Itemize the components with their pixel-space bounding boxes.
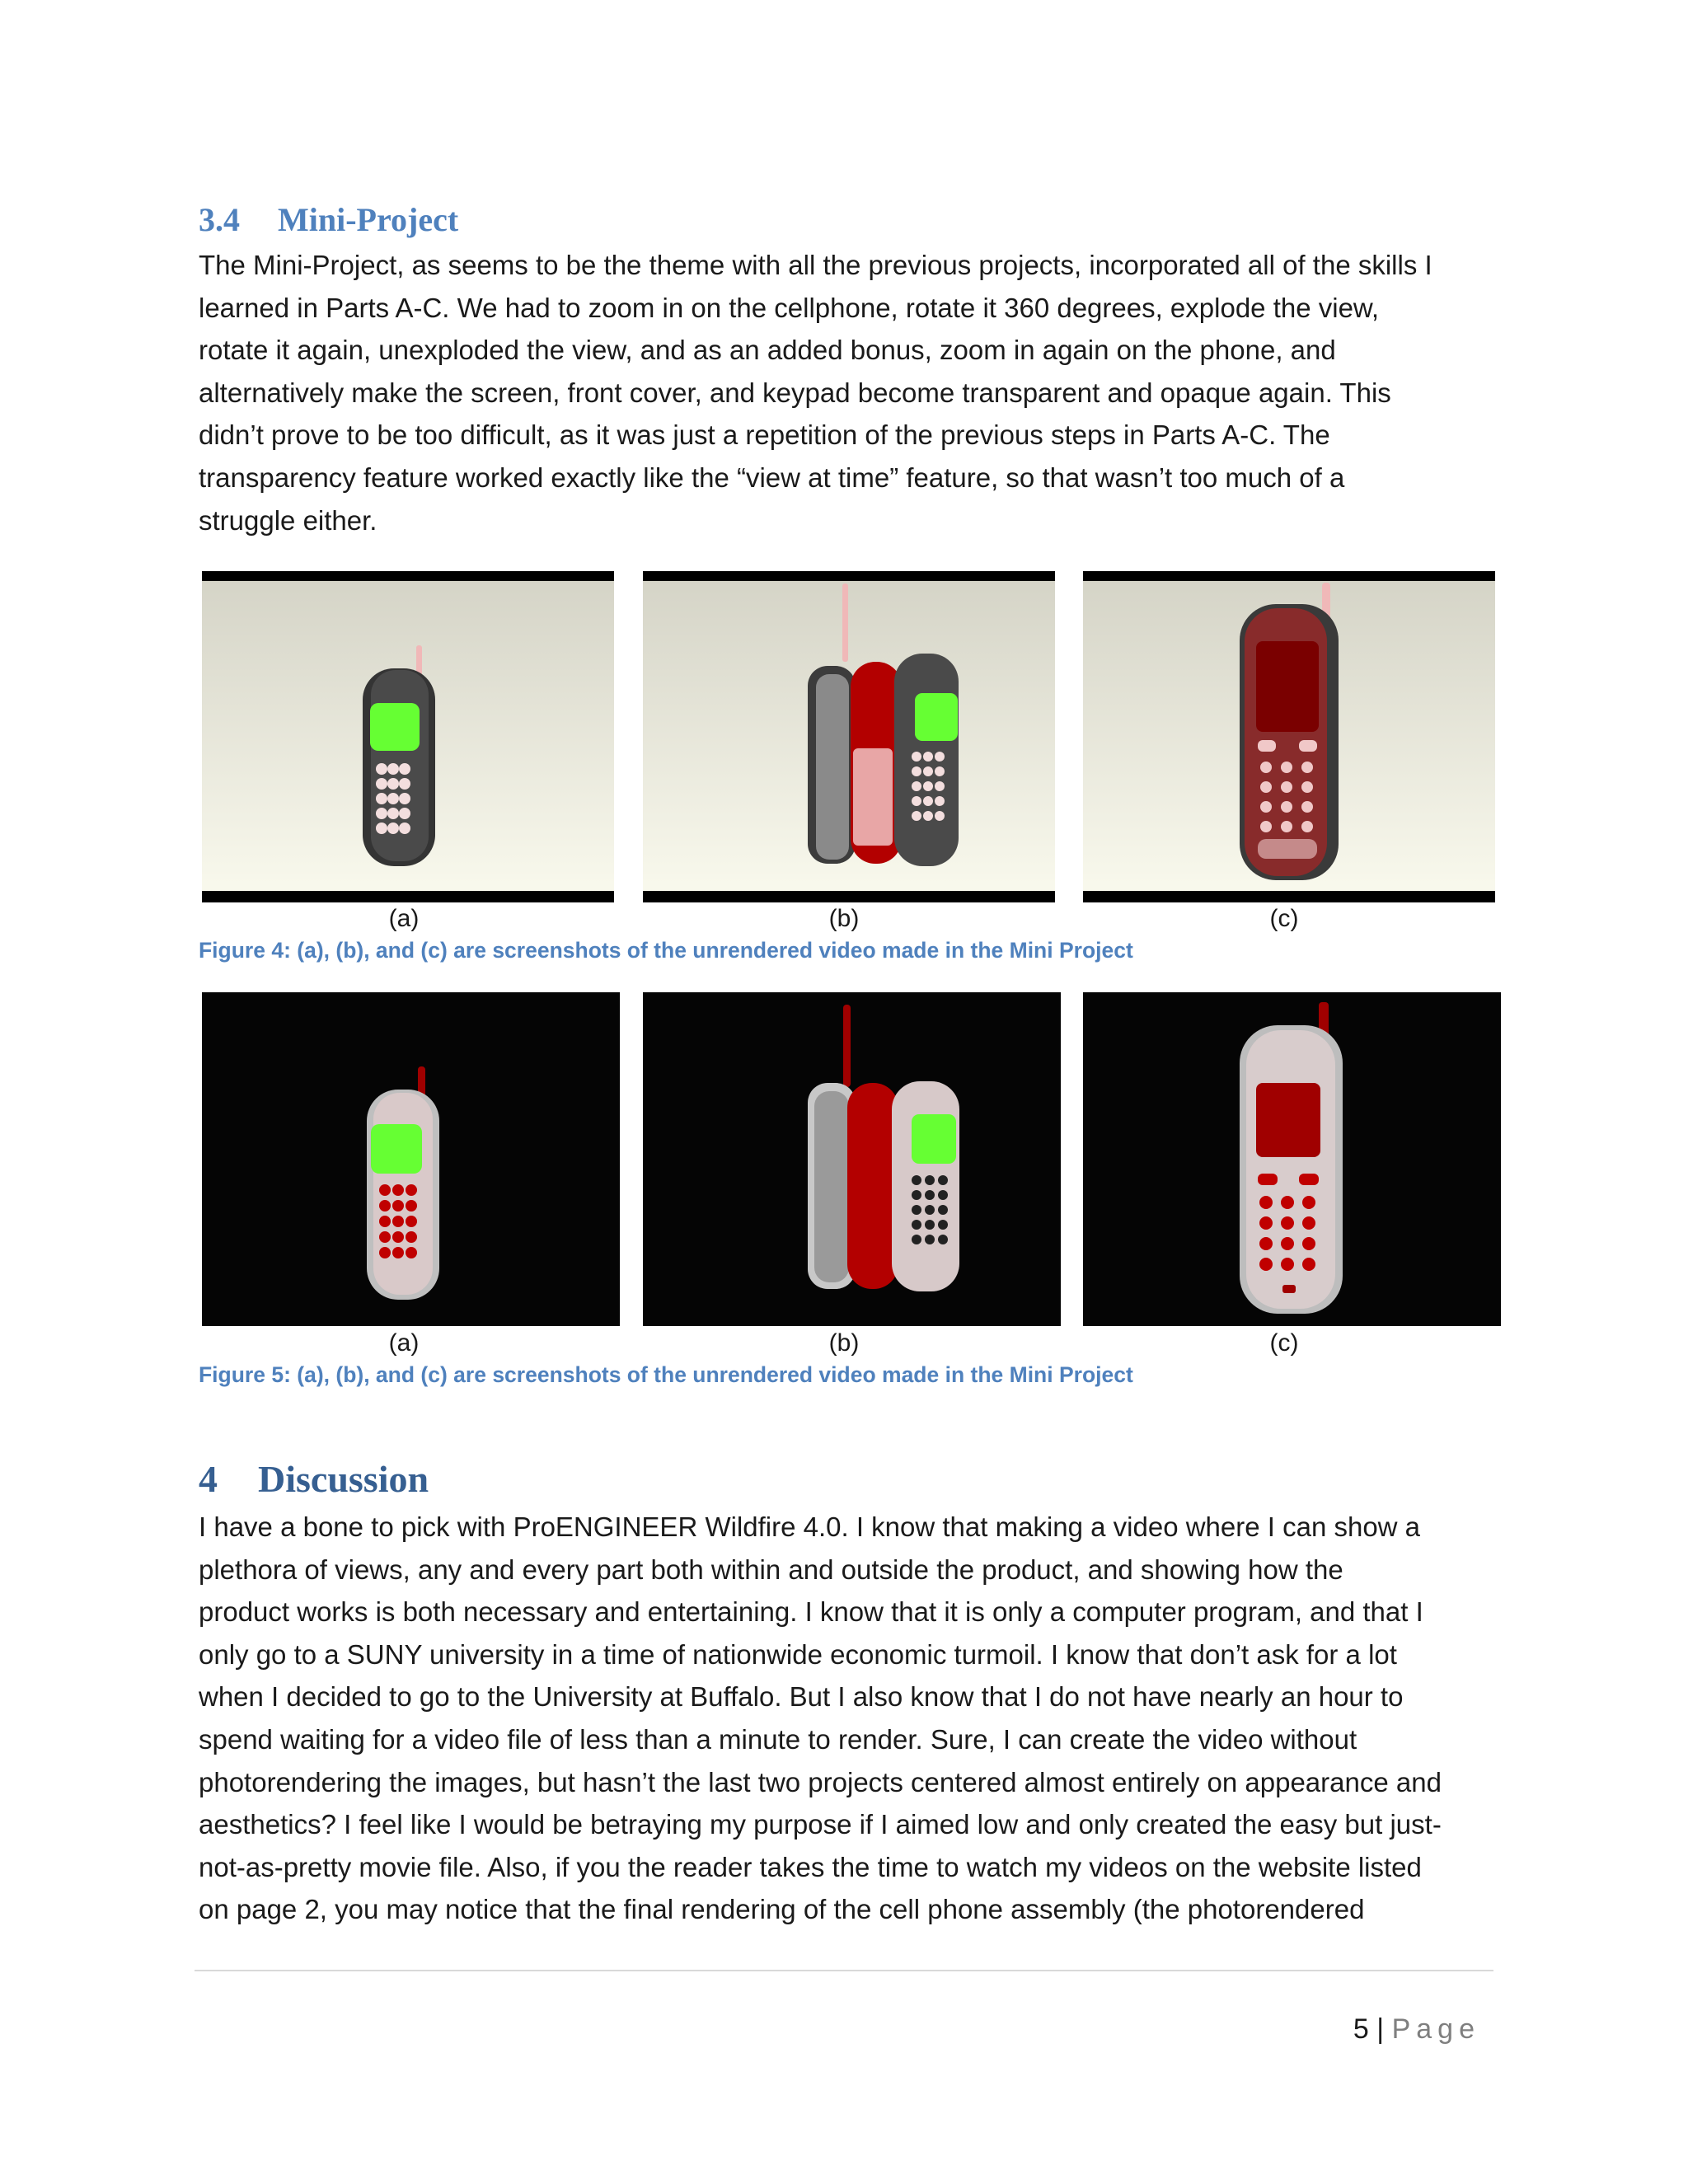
paragraph-line: alternatively make the screen, front cover, and keypad become transparent and opaque again. This <box>199 377 1391 408</box>
paragraph-line: photorendering the images, but hasn’t the last two projects centered almost entirely on appearance and <box>199 1766 1442 1797</box>
figure4-sublabel-a: (a) <box>388 905 420 932</box>
paragraph-line: learned in Parts A-C. We had to zoom in on the cellphone, rotate it 360 degrees, explode the view, <box>199 292 1380 323</box>
section-paragraph <box>199 244 1501 541</box>
paragraph-line: spend waiting for a video file of less than a minute to render. Sure, I can create the video without <box>199 1723 1357 1755</box>
paragraph-line: when I decided to go to the University at Buffalo. But I also know that I do not have nearly an hour to <box>199 1681 1404 1713</box>
section-heading <box>199 200 458 240</box>
figure5-image-a <box>202 992 620 1326</box>
paragraph-line: plethora of views, any and every part both within and outside the product, and showing how the <box>199 1554 1343 1585</box>
figure5-sublabel-b: (b) <box>828 1329 860 1357</box>
paragraph-line: I have a bone to pick with ProENGINEER Wildfire 4.0. I know that making a video where I can show a <box>199 1511 1421 1542</box>
discussion-heading <box>199 1456 429 1502</box>
paragraph-line: struggle either. <box>199 504 377 536</box>
page-label: Page <box>1391 2013 1480 2045</box>
page-number: 5 <box>1353 2013 1369 2045</box>
paragraph-line: transparency feature worked exactly like the “view at time” feature, so that wasn’t too much of a <box>199 462 1345 493</box>
paragraph-line: The Mini-Project, as seems to be the theme with all the previous projects, incorporated all of the skills I <box>199 250 1432 280</box>
figure5-sublabel-a: (a) <box>388 1329 420 1357</box>
paragraph-line: on page 2, you may notice that the final rendering of the cell phone assembly (the photorendered <box>199 1894 1365 1925</box>
discussion-title: Discussion <box>258 1458 429 1500</box>
paragraph-line: didn’t prove to be too difficult, as it was just a repetition of the previous steps in Parts A-C. The <box>199 419 1330 451</box>
page-footer <box>1353 2011 1480 2047</box>
discussion-paragraph <box>199 1506 1501 1931</box>
figure4-sublabel-b: (b) <box>828 905 860 932</box>
figure4-image-a <box>202 571 614 902</box>
footer-separator: | <box>1376 2013 1385 2045</box>
figure5-sublabel-c: (c) <box>1269 1329 1299 1357</box>
figure4-image-b <box>643 571 1055 902</box>
figure4-caption: Figure 4: (a), (b), and (c) are screenshots of the unrendered video made in the Mini Project <box>199 938 1133 963</box>
paragraph-line: aesthetics? I feel like I would be betraying my purpose if I aimed low and only created the easy but just- <box>199 1809 1442 1840</box>
paragraph-line: product works is both necessary and entertaining. I know that it is only a computer program, and that I <box>199 1596 1423 1628</box>
figure5-image-c <box>1083 992 1501 1326</box>
figure4-image-c <box>1083 571 1495 902</box>
figure4-sublabel-c: (c) <box>1269 905 1299 932</box>
paragraph-line: not-as-pretty movie file. Also, if you the reader takes the time to watch my videos on the website listed <box>199 1851 1422 1882</box>
discussion-number: 4 <box>199 1458 218 1500</box>
paragraph-line: rotate it again, unexploded the view, and as an added bonus, zoom in again on the phone, and <box>199 335 1336 366</box>
footer-divider <box>195 1970 1493 1971</box>
paragraph-line: only go to a SUNY university in a time of nationwide economic turmoil. I know that don’t ask for a lot <box>199 1638 1397 1670</box>
figure5-caption: Figure 5: (a), (b), and (c) are screenshots of the unrendered video made in the Mini Project <box>199 1362 1133 1387</box>
section-number: 3.4 <box>199 201 240 238</box>
figure5-image-b <box>643 992 1061 1326</box>
section-title: Mini-Project <box>278 201 459 238</box>
